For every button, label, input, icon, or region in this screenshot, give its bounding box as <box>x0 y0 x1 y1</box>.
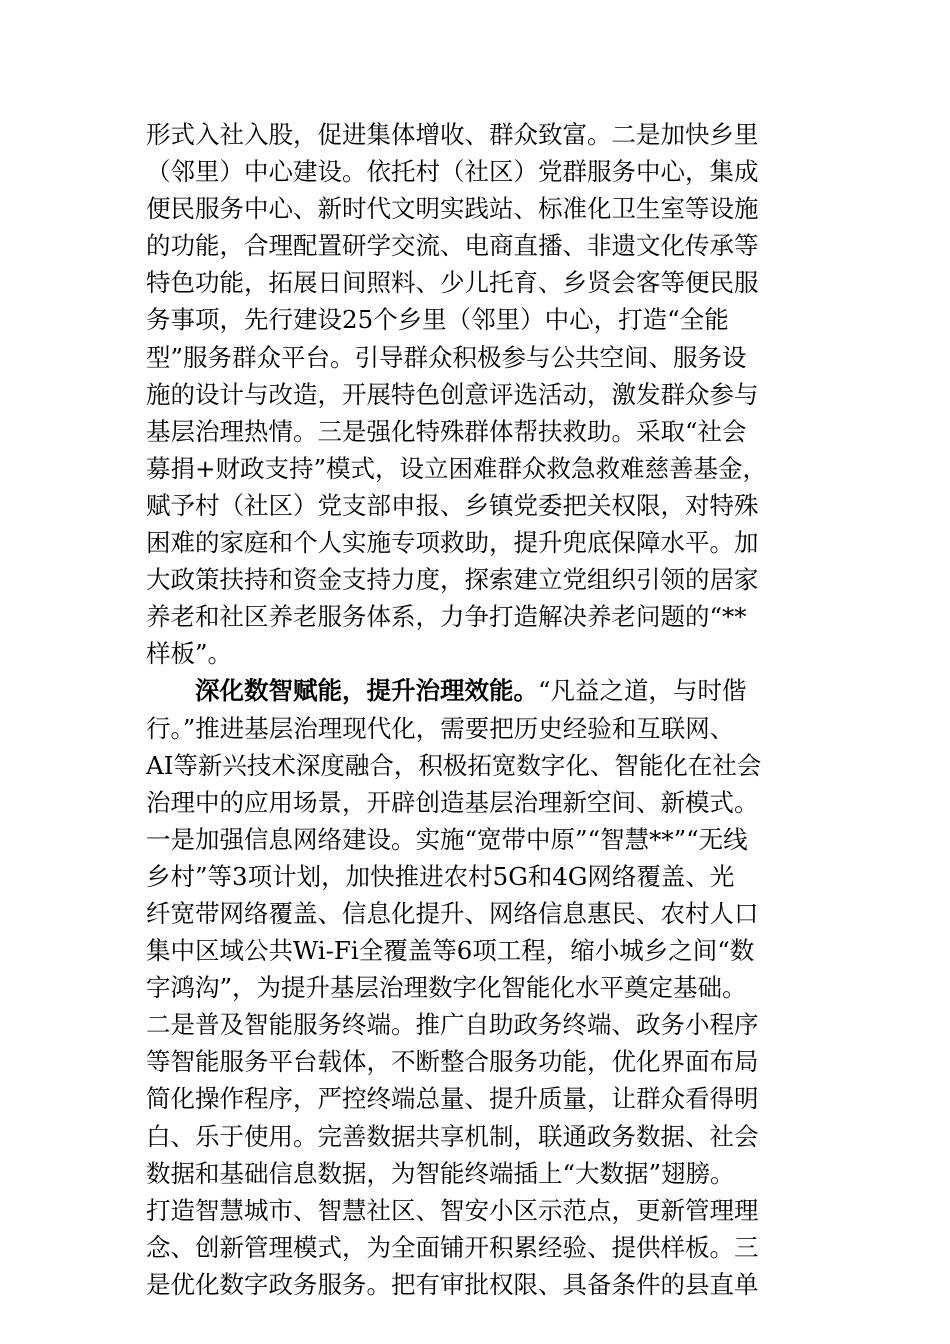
text-line: 打造智慧城市、智慧社区、智安小区示范点，更新管理理 <box>146 1195 759 1225</box>
text-line: 募捐+财政支持”模式，设立困难群众救急救难慈善基金， <box>146 453 768 483</box>
text-line: 施的设计与改造，开展特色创意评选活动，激发群众参与 <box>146 379 759 409</box>
text-line: 的功能，合理配置研学交流、电商直播、非遗文化传承等 <box>146 231 759 261</box>
text-line: 基层治理热情。三是强化特殊群体帮扶救助。采取“社会 <box>146 416 747 446</box>
text-line: 二是普及智能服务终端。推广自助政务终端、政务小程序 <box>146 1010 759 1040</box>
text-line: 乡村”等3项计划，加快推进农村5G和4G网络覆盖、光 <box>146 861 735 891</box>
text-line: 行。”推进基层治理现代化，需要把历史经验和互联网、 <box>146 713 735 743</box>
text-line: 便民服务中心、新时代文明实践站、标准化卫生室等设施 <box>146 194 759 224</box>
text-line: （邻里）中心建设。依托村（社区）党群服务中心，集成 <box>146 157 759 187</box>
paragraph-1 <box>146 116 810 672</box>
paragraph-2-first-line <box>146 672 810 709</box>
text-line: 念、创新管理模式，为全面铺开积累经验、提供样板。三 <box>146 1232 759 1262</box>
text-line: 白、乐于使用。完善数据共享机制，联通政务数据、社会 <box>146 1121 759 1151</box>
paragraph-2 <box>146 672 810 1303</box>
text-line: 简化操作程序，严控终端总量、提升质量，让群众看得明 <box>146 1084 759 1114</box>
text-line: 养老和社区养老服务体系，力争打造解决养老问题的“** <box>146 602 747 632</box>
text-line: 困难的家庭和个人实施专项救助，提升兜底保障水平。加 <box>146 528 759 558</box>
text-line: 赋予村（社区）党支部申报、乡镇党委把关权限，对特殊 <box>146 490 759 520</box>
text-line: 纤宽带网络覆盖、信息化提升、网络信息惠民、农村人口 <box>146 898 759 928</box>
text-line: 字鸿沟”，为提升基层治理数字化智能化水平奠定基础。 <box>146 973 747 1003</box>
text-line: 治理中的应用场景，开辟创造基层治理新空间、新模式。 <box>146 787 759 817</box>
text-line: 数据和基础信息数据，为智能终端插上“大数据”翅膀。 <box>146 1158 735 1188</box>
paragraph-2-first-line-text: “凡益之道，与时偕 <box>538 676 747 706</box>
text-line: AI等新兴技术深度融合，积极拓宽数字化、智能化在社会 <box>146 750 762 780</box>
text-line: 是优化数字政务服务。把有审批权限、具备条件的县直单 <box>146 1269 759 1299</box>
text-line: 一是加强信息网络建设。实施“宽带中原”“智慧**”“无线 <box>146 824 748 854</box>
text-line: 等智能服务平台载体，不断整合服务功能，优化界面布局 <box>146 1047 759 1077</box>
text-line: 大政策扶持和资金支持力度，探索建立党组织引领的居家 <box>146 565 759 595</box>
text-line: 型”服务群众平台。引导群众积极参与公共空间、服务设 <box>146 342 747 372</box>
text-line: 样板”。 <box>146 639 233 669</box>
text-line: 特色功能，拓展日间照料、少儿托育、乡贤会客等便民服 <box>146 268 759 298</box>
section-heading: 深化数智赋能，提升治理效能。 <box>195 676 538 706</box>
text-line: 务事项，先行建设25个乡里（邻里）中心，打造“全能 <box>146 305 729 335</box>
text-line: 形式入社入股，促进集体增收、群众致富。二是加快乡里 <box>146 120 759 149</box>
text-line: 集中区域公共Wi-Fi全覆盖等6项工程，缩小城乡之间“数 <box>146 936 755 966</box>
body-text <box>146 116 810 1303</box>
